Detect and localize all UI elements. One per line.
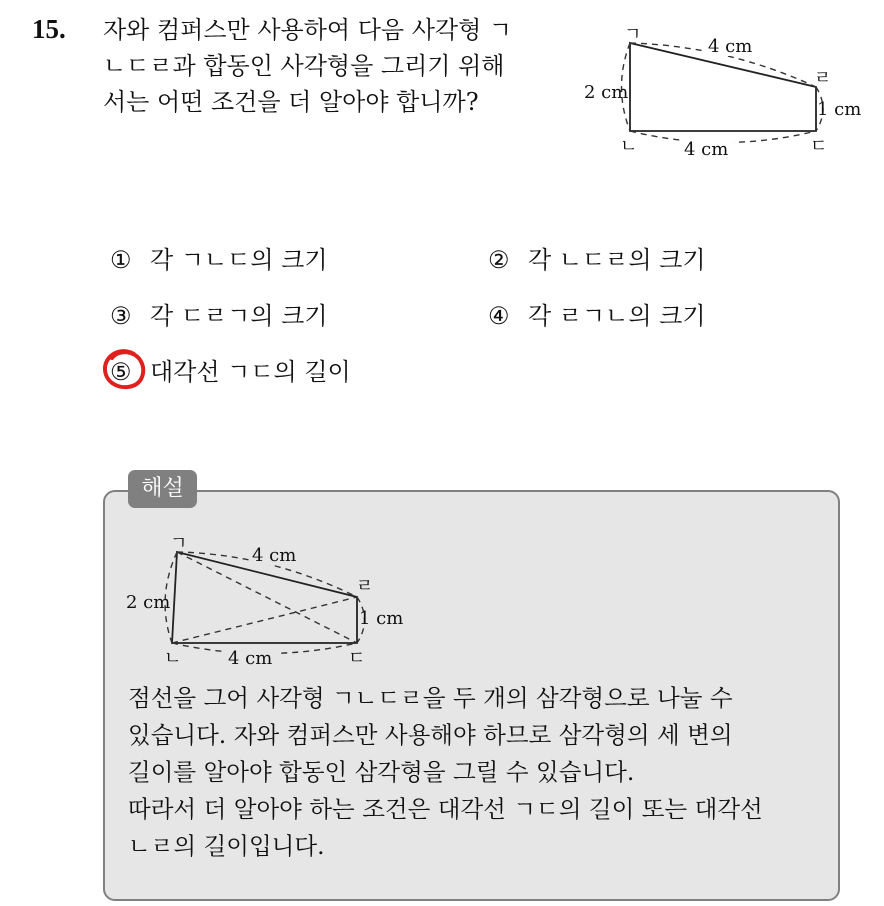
answer-circle-mark <box>100 346 152 394</box>
option-1[interactable] <box>110 240 328 275</box>
side-label-left: 2 cm <box>126 592 171 613</box>
side-label-right: 1 cm <box>359 608 404 629</box>
option-3[interactable] <box>110 296 328 331</box>
option-number: ⑤ <box>110 358 132 386</box>
side-label-bottom: 4 cm <box>228 648 273 669</box>
option-number: ③ <box>110 302 132 330</box>
vertex-label: ㄴ <box>164 648 182 669</box>
option-number: ② <box>488 246 510 274</box>
side-label-top: 4 cm <box>252 545 297 566</box>
option-2[interactable] <box>488 240 706 275</box>
quadrilateral-figure <box>578 20 868 165</box>
explanation-line: 길이를 알아야 합동인 삼각형을 그릴 수 있습니다. <box>128 758 635 786</box>
option-text: 각 ㄷㄹㄱ의 크기 <box>150 302 328 330</box>
option-number: ④ <box>488 302 510 330</box>
side-label-left: 2 cm <box>584 82 629 103</box>
explanation-line: 있습니다. 자와 컴퍼스만 사용해야 하므로 삼각형의 세 변의 <box>128 721 733 749</box>
question-line: ㄴㄷㄹ과 합동인 사각형을 그리기 위해 <box>103 52 505 80</box>
explanation-line: 점선을 그어 사각형 ㄱㄴㄷㄹ을 두 개의 삼각형으로 나눌 수 <box>128 684 733 712</box>
vertex-label: ㄹ <box>356 576 374 597</box>
side-label-bottom: 4 cm <box>684 139 729 160</box>
question-text <box>103 12 573 120</box>
explanation-line: 따라서 더 알아야 하는 조건은 대각선 ㄱㄷ의 길이 또는 대각선 <box>128 795 763 823</box>
side-label-top: 4 cm <box>708 36 753 57</box>
vertex-label: ㄹ <box>814 68 832 89</box>
vertex-label: ㄱ <box>170 533 188 554</box>
explanation-text <box>128 680 828 865</box>
question-number: 15. <box>32 14 66 44</box>
side-label-right: 1 cm <box>817 99 862 120</box>
vertex-label: ㄷ <box>810 136 828 157</box>
option-text: 각 ㄴㄷㄹ의 크기 <box>528 246 706 274</box>
option-4[interactable] <box>488 296 706 331</box>
explanation-tag: 해설 <box>128 470 197 508</box>
question-line: 서는 어떤 조건을 더 알아야 합니까? <box>103 88 479 116</box>
option-text: 각 ㄱㄴㄷ의 크기 <box>150 246 328 274</box>
option-text: 대각선 ㄱㄷ의 길이 <box>150 358 351 386</box>
vertex-label: ㄱ <box>624 24 642 45</box>
option-number: ① <box>110 246 132 274</box>
option-text: 각 ㄹㄱㄴ의 크기 <box>528 302 706 330</box>
divided-quadrilateral-figure <box>120 528 410 673</box>
vertex-label: ㄴ <box>620 136 638 157</box>
question-line: 자와 컴퍼스만 사용하여 다음 사각형 ㄱ <box>103 16 513 44</box>
explanation-line: ㄴㄹ의 길이입니다. <box>128 832 325 860</box>
vertex-label: ㄷ <box>348 648 366 669</box>
